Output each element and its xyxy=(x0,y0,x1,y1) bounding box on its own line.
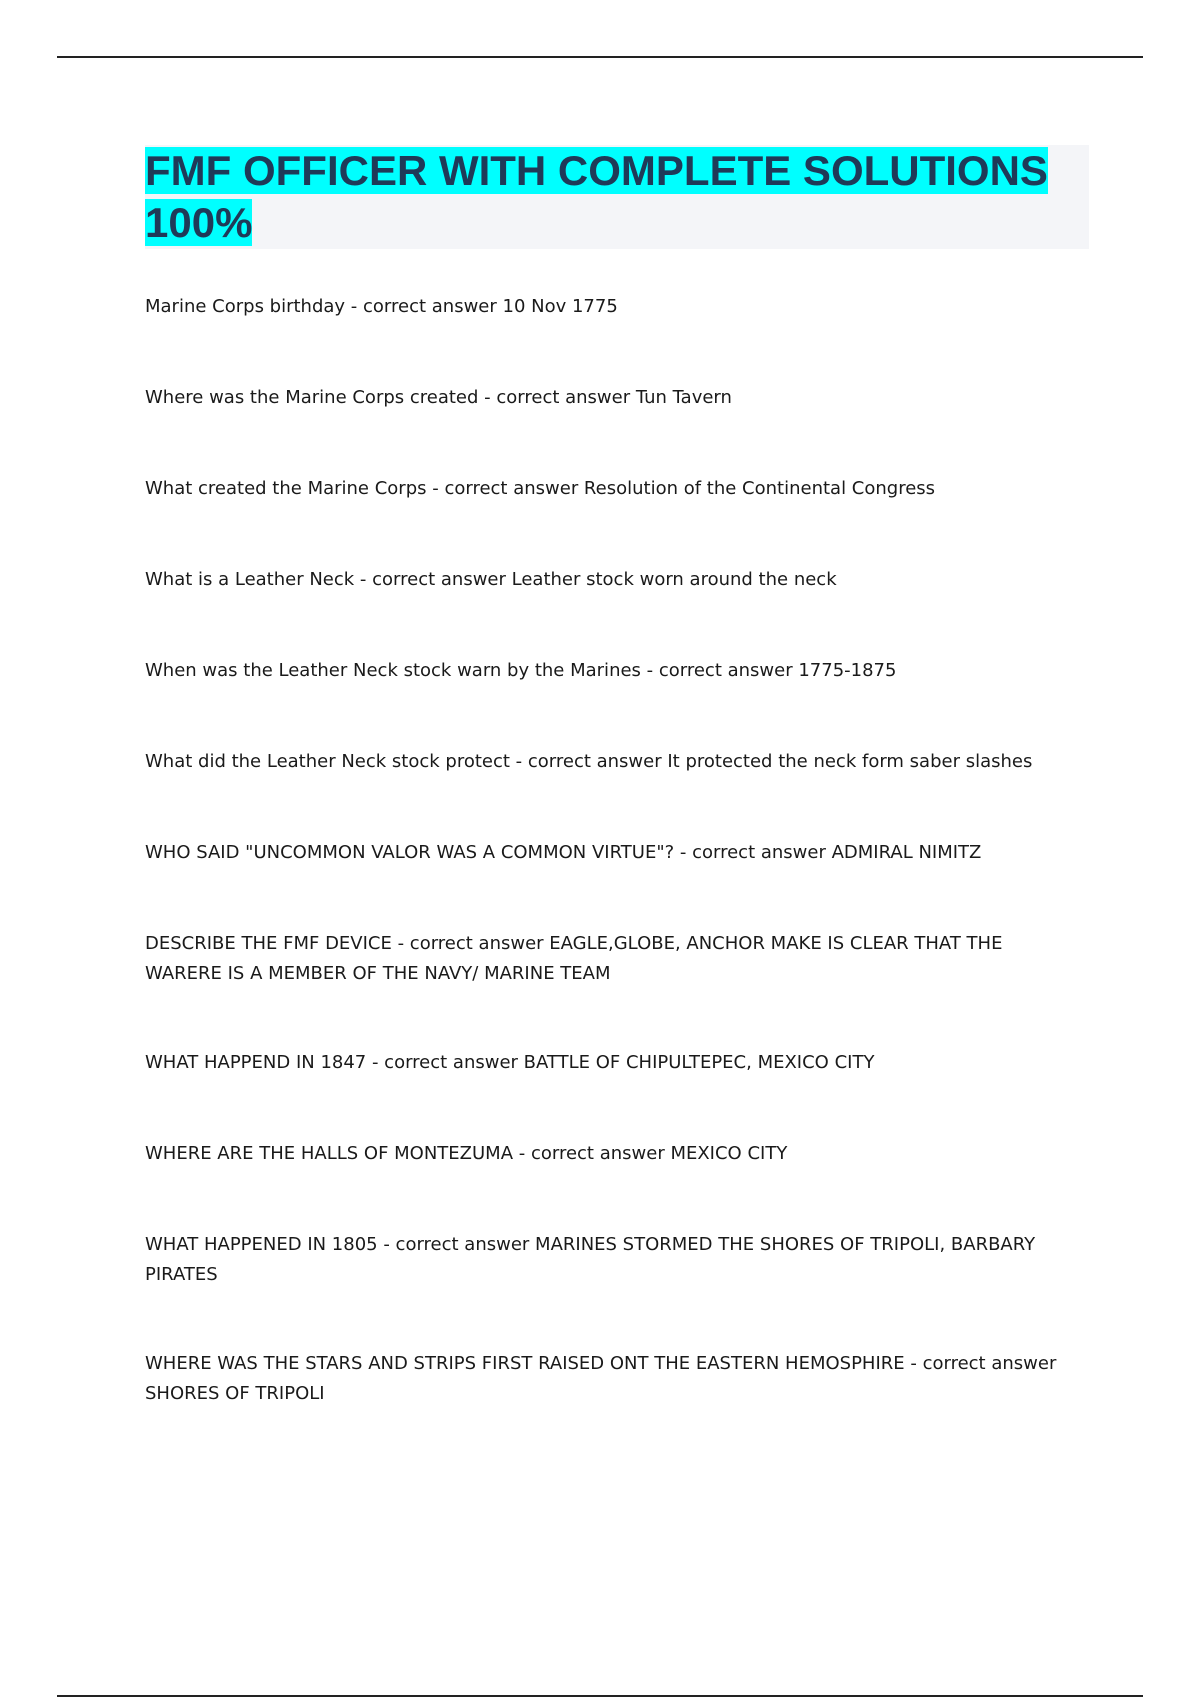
qa-item: When was the Leather Neck stock warn by the Marines - correct answer 1775-1875 xyxy=(145,660,897,681)
bottom-rule xyxy=(57,1695,1143,1697)
title-block xyxy=(145,145,1089,249)
qa-item: DESCRIBE THE FMF DEVICE - correct answer EAGLE,GLOBE, ANCHOR MAKE IS CLEAR THAT THE WARERE IS A MEMBER OF THE NAVY/ MARINE TEAM xyxy=(145,933,1003,984)
qa-item: What created the Marine Corps - correct answer Resolution of the Continental Congress xyxy=(145,478,936,499)
qa-item: WHAT HAPPENED IN 1805 - correct answer MARINES STORMED THE SHORES OF TRIPOLI, BARBARY PIRATES xyxy=(145,1234,1036,1285)
document-title xyxy=(145,145,1089,249)
qa-item: What is a Leather Neck - correct answer Leather stock worn around the neck xyxy=(145,569,837,590)
title-highlight: FMF OFFICER WITH COMPLETE SOLUTIONS 100% xyxy=(145,147,1048,246)
qa-item: WHO SAID "UNCOMMON VALOR WAS A COMMON VIRTUE"? - correct answer ADMIRAL NIMITZ xyxy=(145,842,982,863)
top-rule xyxy=(57,56,1143,58)
qa-item: WHERE WAS THE STARS AND STRIPS FIRST RAISED ONT THE EASTERN HEMOSPHIRE - correct answer SHORES OF TRIPOLI xyxy=(145,1353,1057,1404)
qa-item: WHAT HAPPEND IN 1847 - correct answer BATTLE OF CHIPULTEPEC, MEXICO CITY xyxy=(145,1052,875,1073)
qa-list xyxy=(145,292,1085,1468)
qa-item: Marine Corps birthday - correct answer 10 Nov 1775 xyxy=(145,296,618,317)
qa-item: Where was the Marine Corps created - correct answer Tun Tavern xyxy=(145,387,732,408)
qa-item: What did the Leather Neck stock protect - correct answer It protected the neck form saber slashes xyxy=(145,751,1033,772)
qa-item: WHERE ARE THE HALLS OF MONTEZUMA - correct answer MEXICO CITY xyxy=(145,1143,788,1164)
